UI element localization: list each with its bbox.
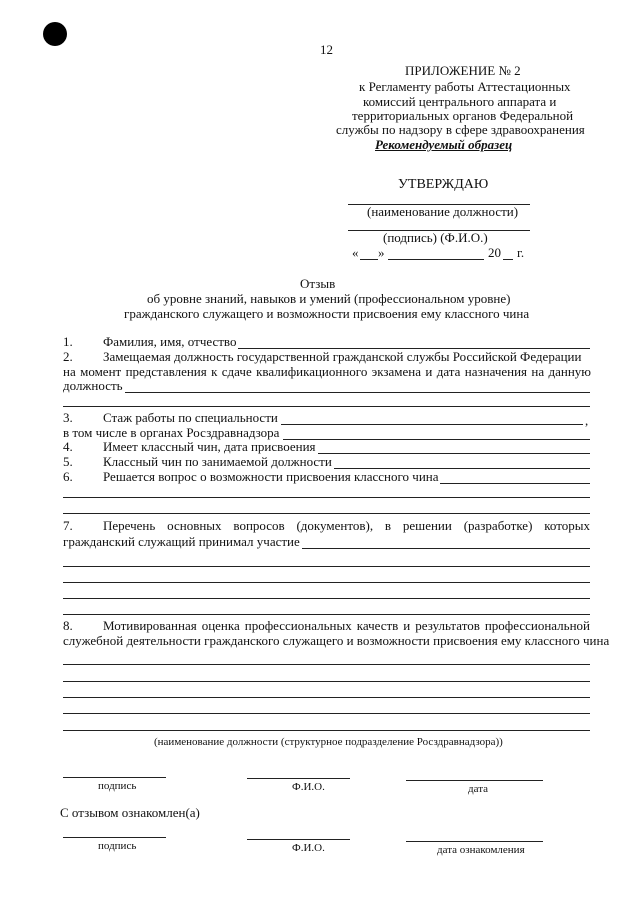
item-3-comma: ,: [585, 413, 589, 428]
item-7-fill-line-1: [302, 548, 590, 549]
review-subtitle-1: об уровне знаний, навыков и умений (профессиональном уровне): [147, 291, 511, 306]
item-8-fill-line-3: [63, 697, 590, 698]
item-8-line-1: Мотивированная оценка профессиональных качеств и результатов профессиональной: [103, 618, 590, 633]
item-4-label: Имеет классный чин, дата присвоения: [103, 439, 316, 454]
month-line: [388, 259, 484, 260]
item-2-line-3: должность: [63, 378, 123, 393]
sig2-fio-caption: Ф.И.О.: [292, 842, 325, 854]
item-8-fill-line-2: [63, 681, 590, 682]
appendix-line-2: комиссий центрального аппарата и: [363, 94, 557, 109]
item-1-number: 1.: [63, 334, 73, 349]
item-8-fill-line-4: [63, 713, 590, 714]
item-7-fill-line-5: [63, 614, 590, 615]
item-7-number: 7.: [63, 518, 73, 533]
item-8-fill-line-1: [63, 664, 590, 665]
sig2-signature-line: [63, 837, 166, 838]
item-5-number: 5.: [63, 454, 73, 469]
sig1-date-line: [406, 780, 543, 781]
year-suffix: г.: [517, 245, 525, 260]
item-7-fill-line-3: [63, 582, 590, 583]
item-6-fill-line-2: [63, 497, 590, 498]
item-2-number: 2.: [63, 349, 73, 364]
item-2-fill-line-1: [125, 392, 590, 393]
sig2-date-line: [406, 841, 543, 842]
sample-note: Рекомендуемый образец: [375, 137, 513, 152]
sig2-signature-caption: подпись: [98, 840, 137, 852]
item-8-fill-line-5: [63, 730, 590, 731]
day-line: [360, 259, 378, 260]
sig1-fio-caption: Ф.И.О.: [292, 781, 325, 793]
approval-title: УТВЕРЖДАЮ: [398, 177, 489, 192]
sig2-fio-line: [247, 839, 350, 840]
item-3-sub-label: в том числе в органах Росздравнадзора: [63, 425, 280, 440]
item-8-line-2: служебной деятельности гражданского служащего и возможности присвоения ему классного чина: [63, 633, 610, 648]
item-5-label: Классный чин по занимаемой должности: [103, 454, 332, 469]
sig1-signature-line: [63, 777, 166, 778]
appendix-title: ПРИЛОЖЕНИЕ № 2: [405, 63, 521, 78]
item-1-label: Фамилия, имя, отчество: [103, 334, 237, 349]
item-4-fill-line: [318, 453, 590, 454]
appendix-line-3: территориальных органов Федеральной: [352, 108, 574, 123]
appendix-line-4: службы по надзору в сфере здравоохранения: [336, 122, 585, 137]
punch-hole-mark: [43, 22, 67, 46]
item-2-line-2: на момент представления к сдаче квалификационного экзамена и дата назначения на данную: [63, 364, 591, 379]
sig1-signature-caption: подпись: [98, 780, 137, 792]
signature-caption: (подпись) (Ф.И.О.): [383, 230, 488, 245]
year-line: [503, 259, 513, 260]
item-2-fill-line-2: [63, 406, 590, 407]
item-4-number: 4.: [63, 439, 73, 454]
acknowledged-label: С отзывом ознакомлен(а): [60, 805, 200, 820]
sig1-date-caption: дата: [468, 783, 489, 795]
item-2-line-1: Замещаемая должность государственной гражданской службы Российской Федерации: [103, 349, 582, 364]
item-3-fill-line: [281, 424, 583, 425]
item-3-label: Стаж работы по специальности: [103, 410, 278, 425]
year-prefix: 20: [488, 245, 501, 260]
date-open-quote: «: [352, 245, 359, 260]
item-6-fill-line-1: [440, 483, 590, 484]
item-6-number: 6.: [63, 469, 73, 484]
item-7-line-2: гражданский служащий принимал участие: [63, 534, 300, 549]
item-7-fill-line-4: [63, 598, 590, 599]
sig2-date-caption: дата ознакомления: [437, 844, 525, 856]
item-6-fill-line-3: [63, 513, 590, 514]
item-8-number: 8.: [63, 618, 73, 633]
review-subtitle-2: гражданского служащего и возможности присвоения ему классного чина: [124, 306, 530, 321]
item-3-number: 3.: [63, 410, 73, 425]
position-caption: (наименование должности): [367, 204, 519, 219]
item-3-sub-fill-line: [283, 439, 590, 440]
footer-position-caption: (наименование должности (структурное подразделение Росздравнадзора)): [154, 736, 503, 748]
review-title: Отзыв: [300, 276, 336, 291]
appendix-line-1: к Регламенту работы Аттестационных: [359, 79, 571, 94]
item-6-label: Решается вопрос о возможности присвоения классного чина: [103, 469, 439, 484]
page-number: 12: [320, 42, 333, 57]
date-close-quote: »: [378, 245, 385, 260]
sig1-fio-line: [247, 778, 350, 779]
item-7-line-1: Перечень основных вопросов (документов), в решении (разработке) которых: [103, 518, 590, 533]
item-7-fill-line-2: [63, 566, 590, 567]
